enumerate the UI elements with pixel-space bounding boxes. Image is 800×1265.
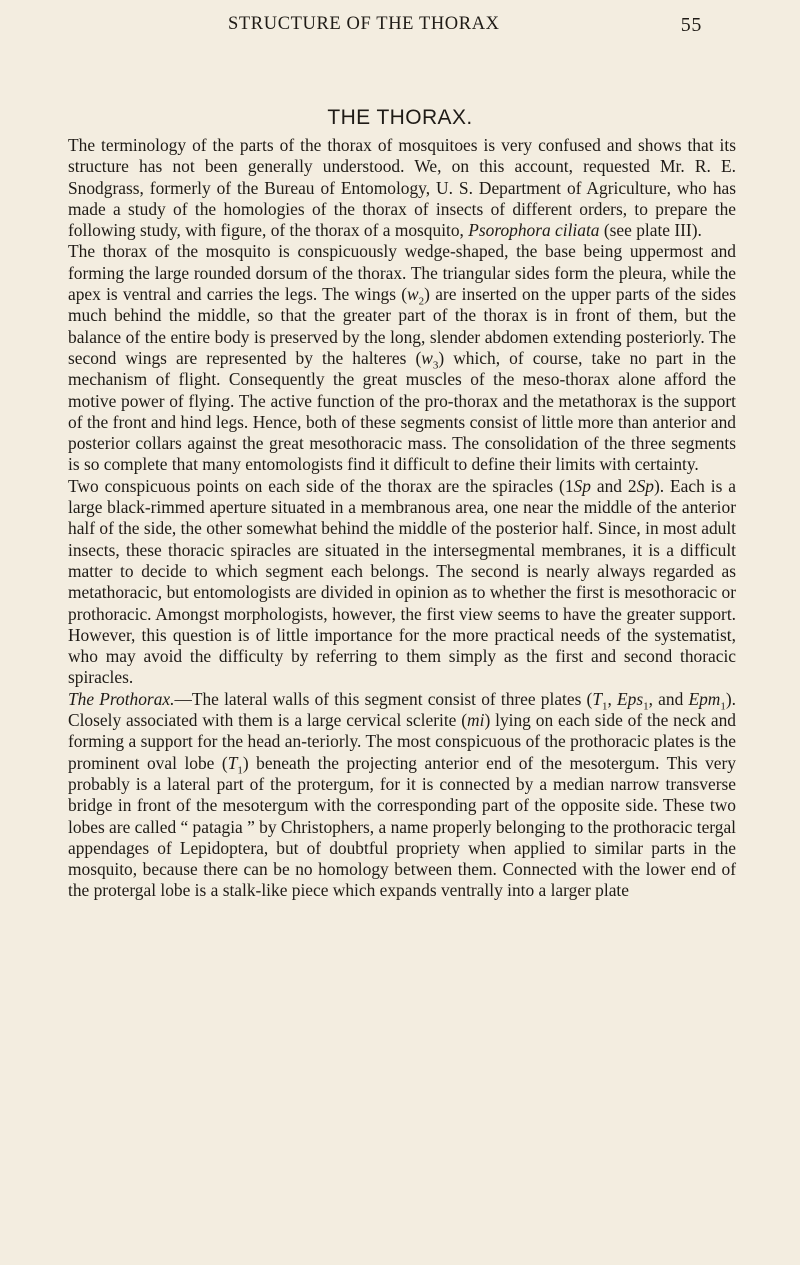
text-run: ) beneath the projecting anterior end of the mesotergum. This very probably is a lateral part of the protergum, for it is connected by a median narrow transverse bridge in front of the mesotergum with the corresponding part of the opposite side. These two lobes are called “ patagia ” by Christophers, a name properly belonging to the prothoracic tergal appendages of Lepidoptera, but of doubtful propriety when applied to similar parts in the mosquito, because there can be no homology between them. Connected with the lower end of the protergal lobe is a stalk-like piece which expands ventrally into a larger plate [68, 752, 737, 901]
paragraph [68, 689, 736, 902]
text-run: ) are inserted on the upper parts of the sides much behind the middle, so that the greater part of the thorax is in front of them, but the balance of the entire body is preserved by the long, slender abdomen extending posteriorly. The second wings are represented by the halteres ( [68, 284, 736, 368]
text-run: , [607, 688, 618, 709]
subscript-run: 3 [432, 359, 439, 372]
section-title: THE THORAX. [327, 106, 473, 129]
text-run: , and [648, 688, 689, 709]
body-text [68, 135, 736, 902]
text-run: ) which, of course, take no part in the mechanism of flight. Consequently the great muscles of the meso-thorax alone afford the motive power of flying. The active function of the pro-thorax and the metathorax is the support of the front and hind legs. Hence, both of these segments consist of little more than anterior and posterior collars against the great mesothoracic mass. The consolidation of the three segments is so complete that many entomologists find it difficult to define their limits with certainty. [68, 347, 736, 475]
paragraph [68, 135, 736, 241]
text-run: The terminology of the parts of the thorax of mosquitoes is very confused and shows that its structure has not been generally understood. We, on this account, requested Mr. R. E. Snodgrass, formerly of the Bureau of Entomology, U. S. Department of Agriculture, who has made a study of the homologies of the thorax of insects of different orders, to prepare the following study, with figure, of the thorax of a mosquito, [68, 135, 736, 241]
subscript-run: 1 [237, 764, 243, 777]
subscript-run: 2 [418, 295, 425, 308]
italic-run: Sp [636, 475, 654, 496]
italic-run: w [421, 347, 433, 368]
italic-run: T [592, 688, 603, 709]
italic-run: Psorophora ciliata [468, 220, 600, 241]
running-title: STRUCTURE OF THE THORAX [228, 14, 500, 34]
text-run: Two conspicuous points on each side of the thorax are the spiracles (1 [68, 475, 574, 496]
text-run: The thorax of the mosquito is conspicuously wedge-shaped, the base being uppermost and forming the large rounded dorsum of the thorax. The triangular sides form the pleura, while the apex is ventral and carries the legs. The wings ( [68, 241, 736, 305]
italic-run: mi [467, 710, 485, 731]
italic-run: T [227, 752, 238, 773]
text-run: ). Each is a large black-rimmed aperture situated in a membranous area, one near the middle of the anterior half of the side, the other somewhat behind the middle of the posterior half. Since, in most adult insects, these thoracic spiracles are situated in the intersegmental membranes, it is a difficult matter to decide to which segment each belongs. The second is nearly always regarded as metathoracic, but entomologists are divided in opinion as to whether the first is mesothoracic or prothoracic. Amongst morphologists, however, the first view seems to have the greater support. However, this question is of little importance for the more practical needs of the systematist, who may avoid the difficulty by referring to them simply as the first and second thoracic spiracles. [68, 475, 736, 688]
italic-run: w [407, 284, 419, 305]
subscript-run: 1 [602, 700, 608, 713]
text-run: —The lateral walls of this segment consist of three plates ( [174, 688, 593, 709]
italic-run: The Prothorax. [68, 688, 175, 709]
italic-run: Eps [617, 688, 644, 709]
page-number: 55 [680, 14, 702, 36]
text-run: (see plate III). [599, 220, 702, 241]
italic-run: Epm [688, 688, 721, 709]
subscript-run: 1 [643, 700, 649, 713]
running-head [228, 14, 702, 40]
text-run: ). Closely associated with them is a large cervical sclerite ( [68, 688, 736, 731]
italic-run: Sp [573, 475, 591, 496]
paragraph [68, 241, 736, 475]
text-run: and 2 [590, 475, 637, 496]
paragraph [68, 476, 736, 689]
text-run: ) lying on each side of the neck and forming a support for the head an-teriorly. The most conspicuous of the prothoracic plates is the prominent oval lobe ( [68, 710, 736, 773]
subscript-run: 1 [720, 700, 726, 713]
